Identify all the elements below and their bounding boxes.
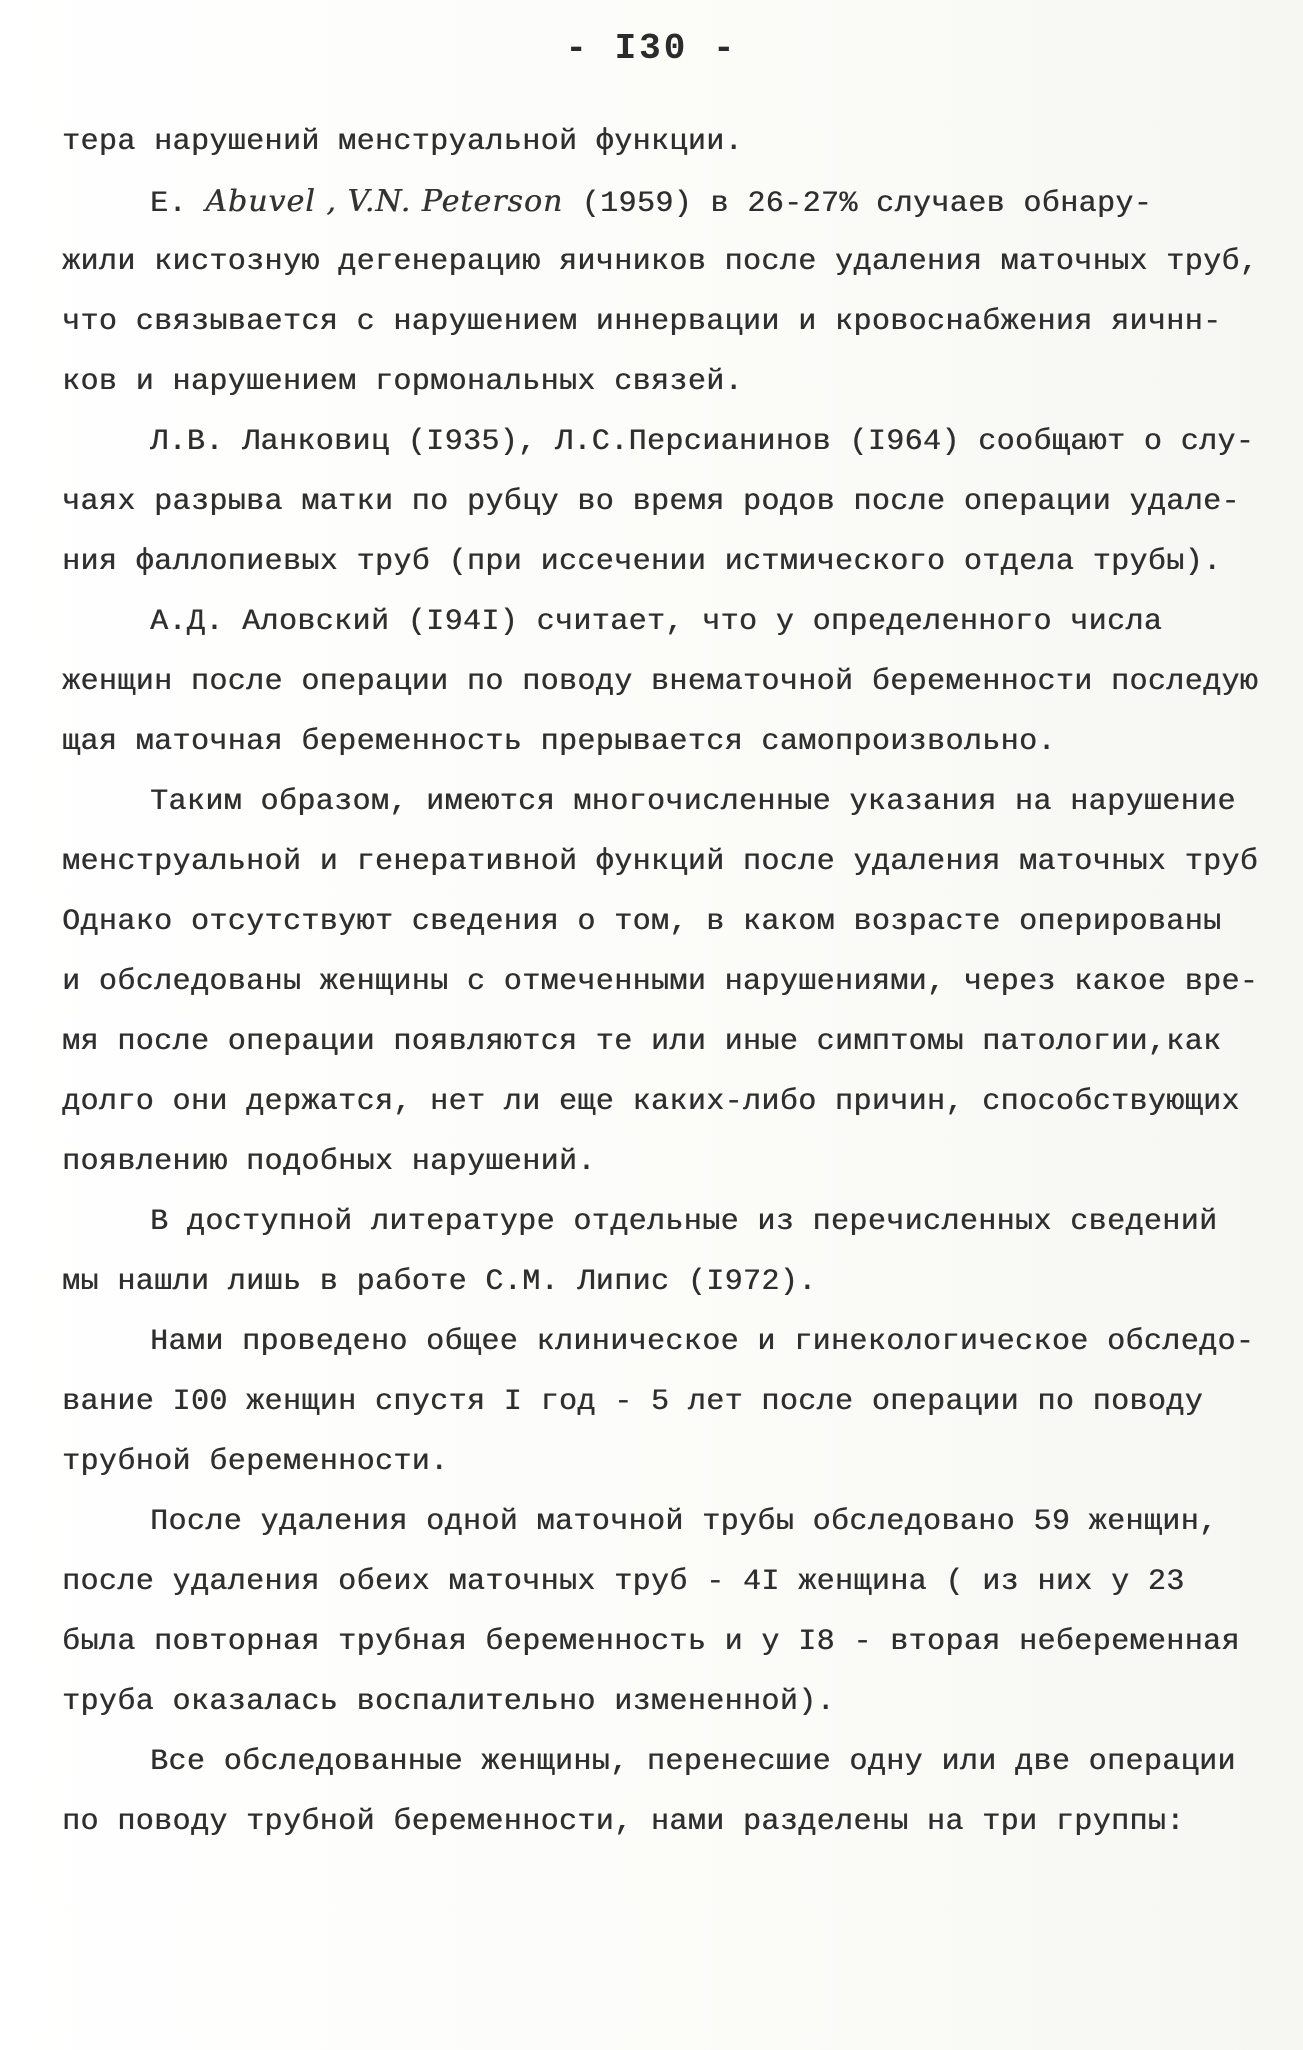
text-line: менструальной и генеративной функций после удаления маточных труб — [62, 845, 1259, 879]
text-line: чаях разрыва матки по рубцу во время родов после операции удале- — [62, 485, 1240, 519]
text-line: была повторная трубная беременность и у I8 - вторая небеременная — [62, 1625, 1240, 1659]
text-line-with-handwriting — [62, 172, 1242, 232]
text-line: тера нарушений менструальной функции. — [62, 125, 743, 159]
handwritten-author-names: Abuvel , V.N. Peterson — [205, 184, 564, 219]
text-line: женщин после операции по поводу внематочной беременности последую — [62, 665, 1259, 699]
text-line: труба оказалась воспалительно измененной). — [62, 1685, 835, 1719]
text-line: трубной беременности. — [62, 1445, 449, 1479]
body-text — [62, 112, 1259, 1852]
page-number: - I30 - — [565, 28, 738, 69]
line-suffix: (1959) в 26-27% случаев обнару- — [563, 187, 1153, 221]
text-line: Однако отсутствуют сведения о том, в каком возрасте оперированы — [62, 905, 1222, 939]
text-line: и обследованы женщины с отмеченными нарушениями, через какое вре- — [62, 965, 1259, 999]
text-line: В доступной литературе отдельные из перечисленных сведений — [150, 1205, 1218, 1239]
text-line: долго они держатся, нет ли еще каких-либо причин, способствующих — [62, 1085, 1240, 1119]
text-line: После удаления одной маточной трубы обследовано 59 женщин, — [150, 1505, 1218, 1539]
text-line: после удаления обеих маточных труб - 4I женщина ( из них у 23 — [62, 1565, 1185, 1599]
text-line: жили кистозную дегенерацию яичников после удаления маточных труб, — [62, 245, 1259, 279]
text-line: ния фаллопиевых труб (при иссечении истмического отдела трубы). — [62, 545, 1222, 579]
text-line: Таким образом, имеются многочисленные указания на нарушение — [150, 785, 1236, 819]
text-line: Л.В. Ланковиц (I935), Л.С.Персианинов (I964) сообщают о слу- — [150, 425, 1255, 459]
text-line: ков и нарушением гормональных связей. — [62, 365, 743, 399]
text-line: мы нашли лишь в работе С.М. Липис (I972). — [62, 1265, 817, 1299]
text-line: Все обследованные женщины, перенесшие одну или две операции — [150, 1745, 1236, 1779]
text-line: Нами проведено общее клиническое и гинекологическое обследо- — [150, 1325, 1255, 1359]
text-line: что связывается с нарушением иннервации и кровоснабжения яичнн- — [62, 305, 1222, 339]
text-line: вание I00 женщин спустя I год - 5 лет после операции по поводу — [62, 1385, 1203, 1419]
text-line: мя после операции появляются те или иные симптомы патологии,как — [62, 1025, 1222, 1059]
text-line: по поводу трубной беременности, нами разделены на три группы: — [62, 1805, 1185, 1839]
text-line: щая маточная беременность прерывается самопроизвольно. — [62, 725, 1056, 759]
initial-prefix: Е. — [150, 187, 187, 221]
text-line: А.Д. Аловский (I94I) считает, что у определенного числа — [150, 605, 1163, 639]
text-line: появлению подобных нарушений. — [62, 1145, 596, 1179]
